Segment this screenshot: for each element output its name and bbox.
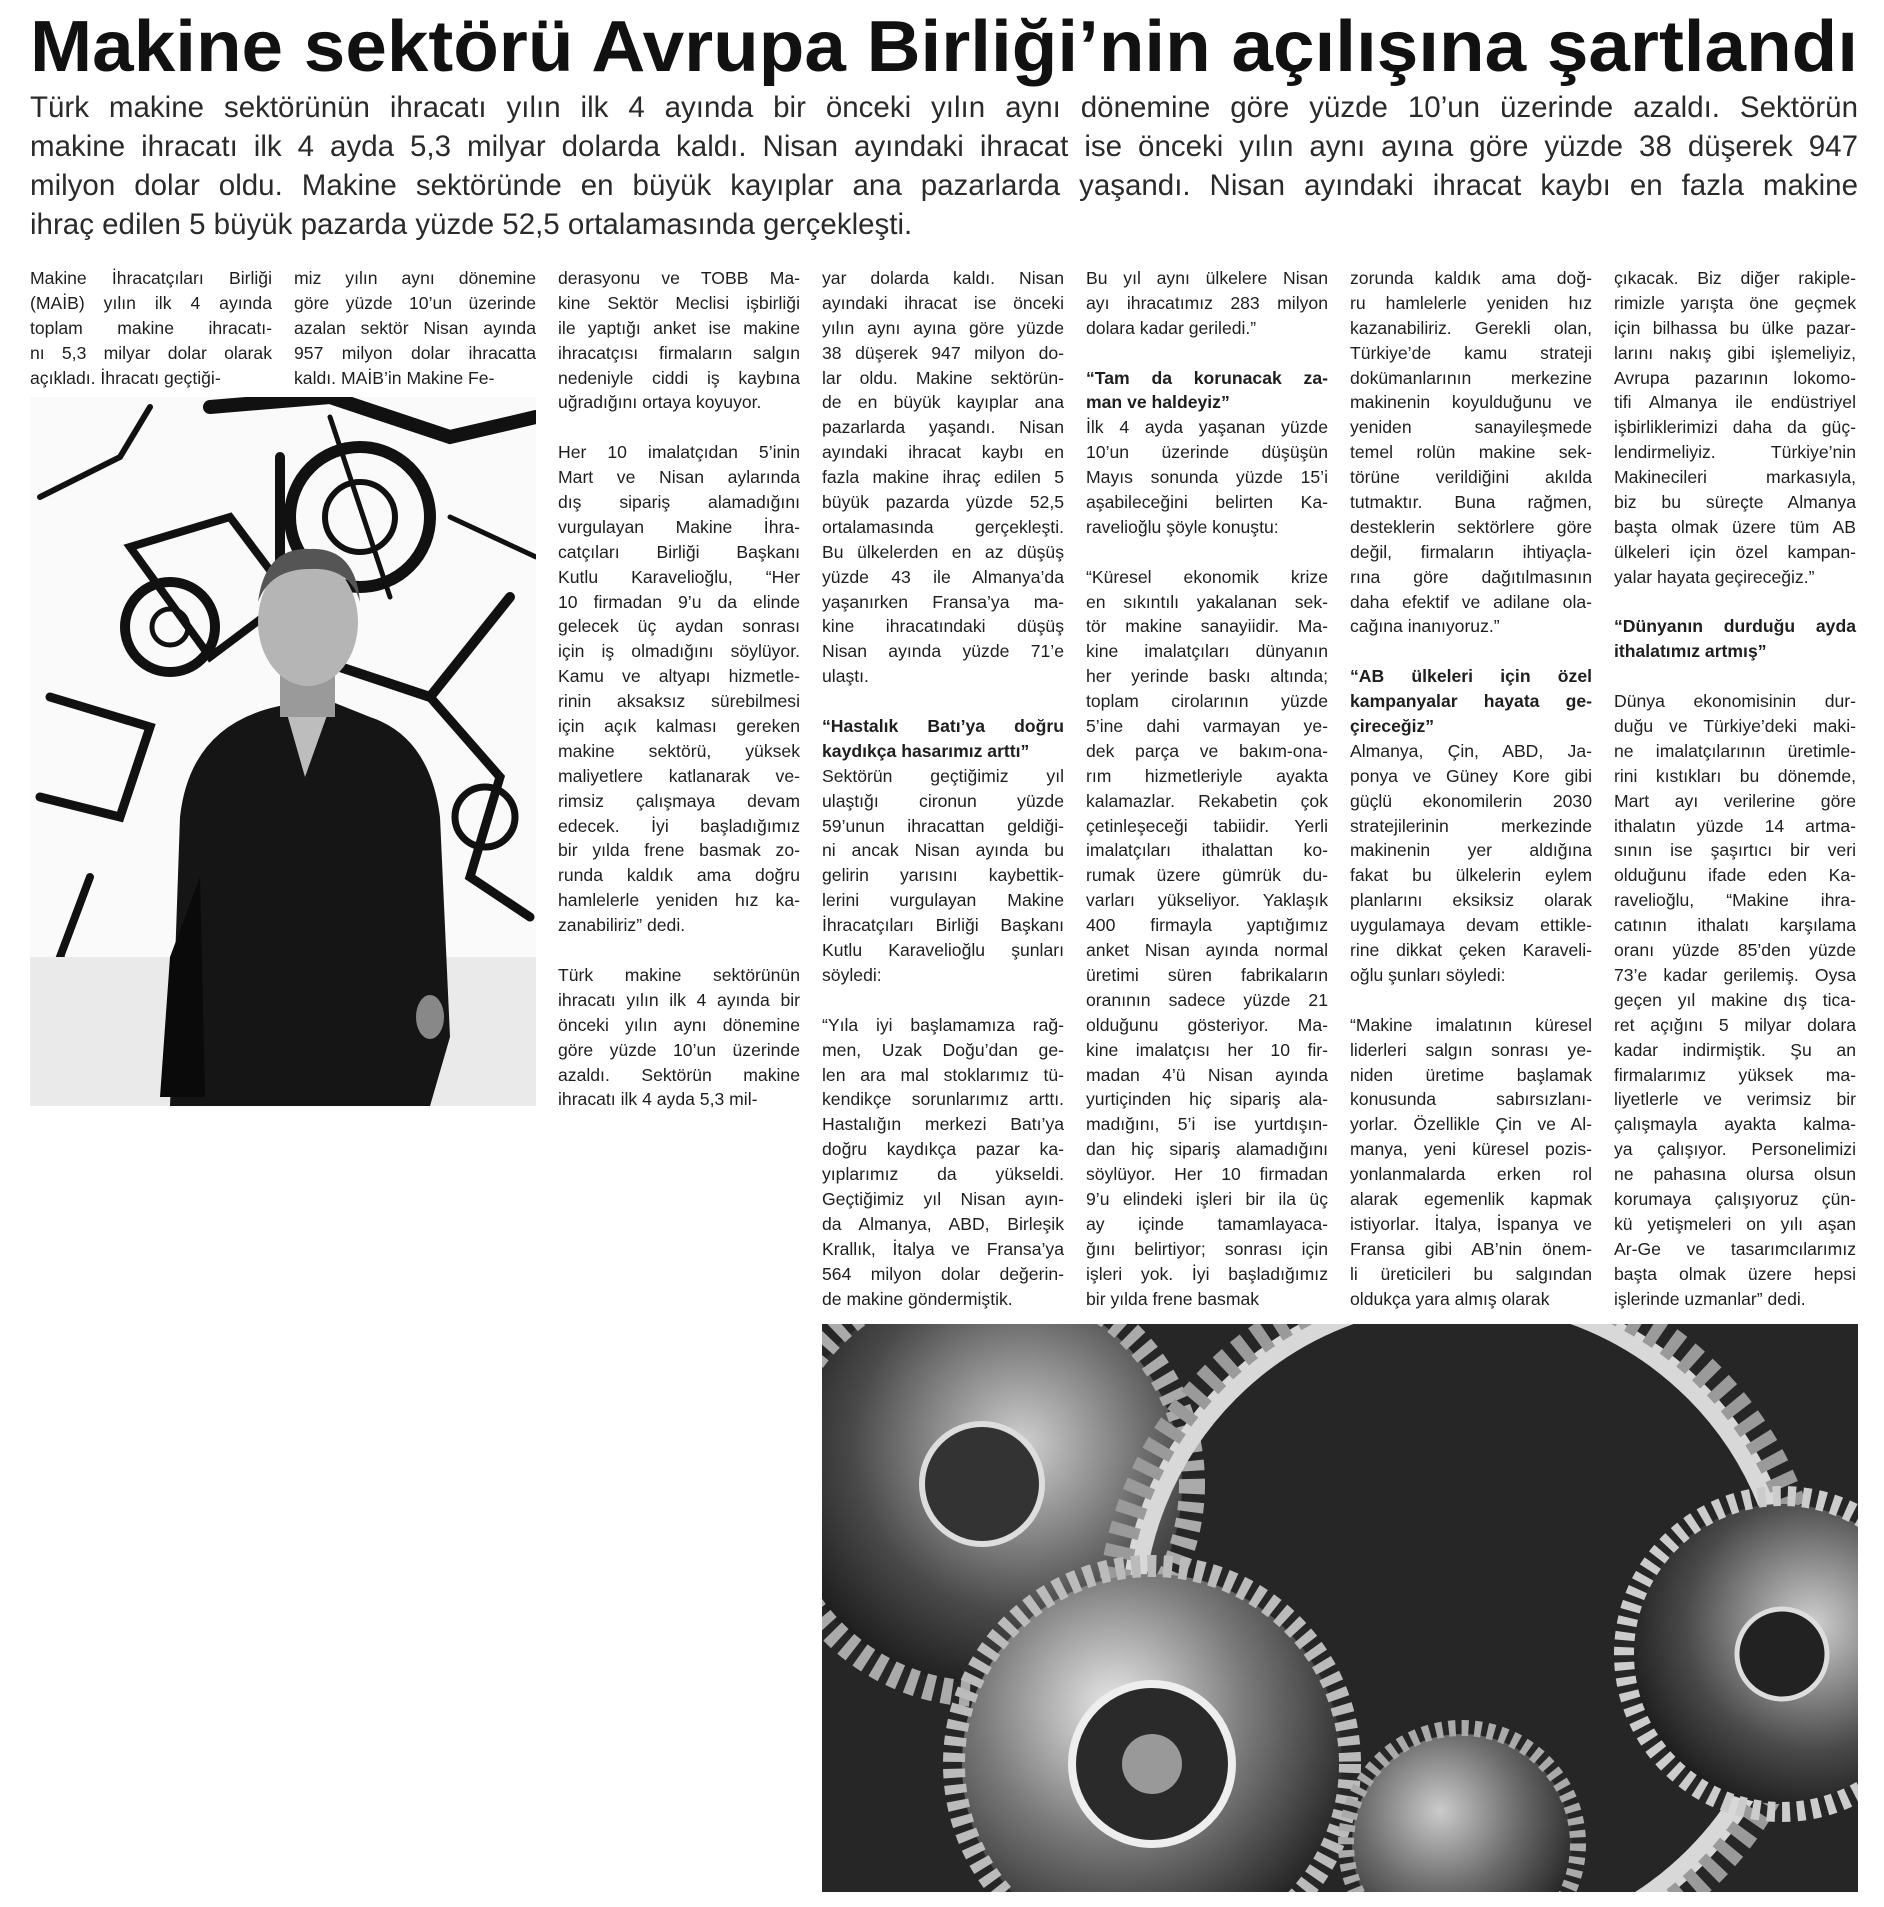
text-line: geçen yıl makine dış tica- [1614,989,1856,1010]
text-line: rinin aksaksız sürebilmesi [558,691,800,712]
text-line: 9’u elindeki işleri bir ila üç [1086,1188,1328,1209]
text-line: Bu ülkelerden en az düşüş [822,541,1064,562]
text-line: toplam makine ihracatı- [30,317,272,338]
paragraph [30,266,272,390]
text-line: Türkiye’de kamu strateji [1350,342,1592,363]
spacer [1350,988,1592,1013]
text-line: oranı yüzde 85’den yüzde [1614,940,1856,961]
text-line: başta olmak üzere tüm AB [1614,516,1856,537]
text-line: ihracatçısı firmaların salgın [558,342,800,363]
text-line: duğu ve Türkiye’deki maki- [1614,716,1856,737]
text-line: toplam cirolarının yüzde [1086,691,1328,712]
text-line: kendikçe sorunlarımız arttı. [822,1089,1064,1110]
text-line: dolara kadar geriledi.” [1086,317,1257,338]
text-line: çireceğiz” [1350,716,1435,737]
text-line: işlerinde uzmanlar” dedi. [1614,1288,1806,1309]
text-line: ortalamasında gerçekleşti. [822,516,1064,537]
text-line: imalatçıları ithalattan ko- [1086,840,1328,861]
text-line: Kamu ve altyapı hizmetle- [558,666,800,687]
text-line: Makine İhracatçıları Birliği [30,268,272,288]
gear [954,1566,1350,1892]
text-line: Kutlu Karavelioğlu şunları [822,940,1064,961]
text-line: alarak egemenlik kapmak [1350,1188,1592,1209]
text-line: yaşanırken Fransa’ya ma- [822,591,1064,612]
text-line: tutmaktır. Buna rağmen, [1350,492,1592,513]
text-line: cağına inanıyoruz.” [1350,616,1500,637]
headline [30,4,1858,90]
lead-paragraph [30,88,1858,244]
text-line: Fransa gibi AB’nin önem- [1350,1238,1592,1259]
text-line: rimsiz çalışmaya devam [558,790,800,811]
paragraph [558,266,800,415]
article-column-5 [1086,266,1328,1311]
subheading [1350,664,1592,739]
text-line: ayı ihracatımız 283 milyon [1086,292,1328,313]
text-line: Krallık, İtalya ve Fransa’ya [822,1238,1064,1259]
executive-portrait-photo [30,397,536,1106]
text-line: tifi Almanya ile endüstriyel [1614,392,1856,413]
text-line: yıplarımız da yükseldi. [822,1164,1064,1185]
text-line: anket Nisan ayında normal [1086,940,1328,961]
text-line: yılın aynı ayına göre yüzde [822,317,1064,338]
paragraph [1614,266,1856,590]
text-line: ni ancak Nisan ayında bu [822,840,1064,861]
article-column-3 [558,266,800,1112]
paragraph [822,1013,1064,1312]
text-line: İhracatçıları Birliği Başkanı [822,915,1064,936]
text-line: olduğunu ifade eden Ka- [1614,865,1856,886]
text-line: Türk makine sektörünün [558,964,800,985]
text-line: çıkacak. Biz diğer rakiple- [1614,268,1856,288]
paragraph [822,764,1064,988]
text-line: konusunda sabırsızlanı- [1350,1089,1592,1110]
text-line: kine imalatçıları dünyanın [1086,641,1328,662]
paragraph [1086,266,1328,341]
text-line: makine sektörü, yüksek [558,740,800,761]
text-line: ayındaki ihracat kaybı en [822,442,1064,463]
article-column-6 [1350,266,1592,1311]
text-line: işbirliklerimizi daha da güç- [1614,417,1856,438]
text-line: dokümanlarının merkezine [1350,367,1592,388]
text-line: liderleri salgın sonrası ye- [1350,1039,1592,1060]
text-line: Nisan ayında yüzde 71’e [822,641,1064,662]
lead-line: ihraç edilen 5 büyük pazarda yüzde 52,5 ortalamasında gerçekleşti. [30,208,913,241]
text-line: de en büyük kayıplar ana [822,392,1064,413]
text-line: için iş olmadığını söylüyor. [558,641,800,662]
spacer [558,938,800,963]
article-column-1 [30,266,272,390]
lead-line: Türk makine sektörünün ihracatı yılın ilk 4 ayında bir önceki yılın aynı dönemine göre yüzde 10’un üzerinde azaldı. Sektörün [30,91,1858,124]
text-line: “Tam da korunacak za- [1086,367,1328,388]
text-line: Her 10 imalatçıdan 5’inin [558,442,800,463]
text-line: kine ihracatındaki düşüş [822,616,1064,637]
text-line: göre yüzde 10’un üzerinde [558,1039,800,1060]
text-line: nedeniyle ciddi iş kaybına [558,367,800,388]
text-line: 38 düşerek 947 milyon do- [822,342,1064,363]
text-line: kazanabiliriz. Gerekli olan, [1350,317,1592,338]
text-line: “Küresel ekonomik krize [1086,566,1328,587]
text-line: yurtiçinden hiç sipariş ala- [1086,1089,1328,1110]
lead-line: milyon dolar oldu. Makine sektöründe en büyük kayıplar ana pazarlarda yaşandı. Nisan ayındaki ihracat kaybı en fazla makine [30,169,1858,202]
paragraph [1086,415,1328,539]
text-line: li üreticileri bu salgından [1350,1263,1592,1284]
spacer [1086,341,1328,366]
text-line: maliyetlere katlanarak ve- [558,765,800,786]
paragraph [1350,266,1592,639]
text-line: ravelioğlu şöyle konuştu: [1086,516,1279,537]
paragraph [294,266,536,390]
text-line: 957 milyon dolar ihracatta [294,342,536,363]
spacer [1614,590,1856,615]
text-line: (MAİB) yılın ilk 4 ayında [30,292,272,313]
text-line: açıkladı. İhracatı geçtiği- [30,367,221,388]
text-line: 10 firmadan 9’u da elinde [558,591,800,612]
text-line: çalışmayla ayakta kalma- [1614,1114,1856,1135]
text-line: Mart ve Nisan aylarında [558,467,800,488]
paragraph [1350,739,1592,988]
text-line: Makinecileri markasıyla, [1614,467,1856,488]
text-line: çetinleşeceği tabiidir. Yerli [1086,815,1328,836]
article-column-2 [294,266,536,390]
text-line: ya çalışıyor. Personelimizi [1614,1139,1856,1160]
text-line: aşabileceğini belirten Ka- [1086,492,1328,513]
text-line: kine Sektör Meclisi işbirliği [558,292,800,313]
text-line: yar dolarda kaldı. Nisan [822,268,1064,288]
text-line: madığını, 5’i ise yurtdışın- [1086,1114,1328,1135]
text-line: 5’ine dahi varmayan ye- [1086,716,1328,737]
text-line: len ara mal stoklarımız tü- [822,1064,1064,1085]
text-line: rım hizmetleriyle ayakta [1086,765,1328,786]
text-line: makinenin yer aldığına [1350,840,1592,861]
text-line: Mart ayı verilerine göre [1614,790,1856,811]
text-line: ay içinde tamamlayaca- [1086,1213,1328,1234]
text-line: rini kıstıkları bu dönemde, [1614,765,1856,786]
text-line: ihracatı ilk 4 ayda 5,3 mil- [558,1089,758,1110]
text-line: man ve haldeyiz” [1086,392,1230,413]
text-line: ru hamlelerle yeniden hız [1350,292,1592,313]
text-line: 73’e kadar gerilemiş. Oysa [1614,964,1856,985]
spacer [558,415,800,440]
text-line: ile yaptığı anket ise makine [558,317,800,338]
text-line: 400 firmayla yaptığımız [1086,915,1328,936]
paragraph [558,963,800,1112]
text-line: ğını belirtiyor; sonrası için [1086,1238,1328,1259]
subheading [1086,366,1328,416]
text-line: gelecek üç aydan sonrası [558,616,800,637]
text-line: tör makine sanayiidir. Ma- [1086,616,1328,637]
text-line: yonlanmalarda erken rol [1350,1164,1592,1185]
text-line: “Makine imalatının küresel [1350,1014,1592,1035]
text-line: İlk 4 ayda yaşanan yüzde [1086,417,1328,438]
text-line: kalamazlar. Rekabetin çok [1086,790,1328,811]
text-line: vurgulayan Makine İhra- [558,516,800,537]
text-line: Bu yıl aynı ülkelere Nisan [1086,268,1328,288]
headline-text: Makine sektörü Avrupa Birliği’nin açılışına şartlandı [30,7,1859,87]
text-line: Avrupa pazarının lokomo- [1614,367,1856,388]
spacer [1350,639,1592,664]
text-line: lar oldu. Makine sektörün- [822,367,1064,388]
text-line: fakat bu ülkelerin eylem [1350,865,1592,886]
text-line: yüzde 43 ile Almanya’da [822,566,1064,587]
text-line: başta olmak üzere hepsi [1614,1263,1856,1284]
text-line: kü yetişmeleri on yılı aşan [1614,1213,1856,1234]
text-line: azalan sektör Nisan ayında [294,317,536,338]
text-line: azaldı. Sektörün makine [558,1064,800,1085]
text-line: pazarlarda yaşandı. Nisan [822,417,1064,438]
text-line: Kutlu Karavelioğlu, “Her [558,566,800,587]
subheading [1614,614,1856,664]
text-line: ihracatı yılın ilk 4 ayında bir [558,989,800,1010]
text-line: edecek. İyi başladığımız [558,815,800,836]
text-line: gelirin yarısını kaybettik- [822,865,1064,886]
text-line: bir yılda frene basmak [1086,1288,1260,1309]
text-line: oranının sadece yüzde 21 [1086,989,1328,1010]
text-line: uygulamaya devam ettikle- [1350,915,1592,936]
text-line: de makine göndermiştik. [822,1288,1013,1309]
text-line: firmalarımız yüksek ma- [1614,1064,1856,1085]
spacer [1086,540,1328,565]
text-line: “Yıla iyi başlamamıza rağ- [822,1014,1064,1035]
gear [1346,1728,1578,1892]
text-line: yalar hayata geçireceğiz.” [1614,566,1815,587]
subheading [822,714,1064,764]
article-column-4 [822,266,1064,1311]
text-line: yorlar. Özellikle Çin ve Al- [1350,1114,1592,1135]
text-line: lerini vurgulayan Makine [822,890,1064,911]
text-line: bir yılda frene basmak zo- [558,840,800,861]
text-line: makinenin koyulduğunu ve [1350,392,1592,413]
text-line: dan hiç sipariş alamadığını [1086,1139,1328,1160]
paragraph [1086,565,1328,1312]
text-line: ithalatın yüzde 14 artma- [1614,815,1856,836]
text-line: dış sipariş alamadığını [558,492,800,513]
text-line: rimizle yarışta öne geçmek [1614,292,1856,313]
text-line: istiyorlar. İtalya, İspanya ve [1350,1213,1592,1234]
spacer [822,988,1064,1013]
text-line: yeniden sanayileşmede [1350,417,1592,438]
text-line: temel rolün makine sek- [1350,442,1592,463]
text-line: göre yüzde 10’un üzerinde [294,292,536,313]
text-line: daha efektif ve adilane ola- [1350,591,1592,612]
text-line: kine imalatçısı her 10 fir- [1086,1039,1328,1060]
text-line: kaydıkça hasarımız arttı” [822,740,1030,761]
text-line: manya, yeni küresel pozis- [1350,1139,1592,1160]
text-line: catçıları Birliği Başkanı [558,541,800,562]
text-line: 59’unun ihracattan geldiği- [822,815,1064,836]
text-line: larını nakış gibi işlemeliyiz, [1614,342,1856,363]
text-line: biz bu süreçte Almanya [1614,492,1856,513]
text-line: ithalatımız artmış” [1614,641,1767,662]
text-line: büyük pazarda yüzde 52,5 [822,492,1064,513]
text-line: kaldı. MAİB’in Makine Fe- [294,367,495,388]
text-line: Almanya, Çin, ABD, Ja- [1350,740,1592,761]
text-line: catının ithalatı karşılama [1614,915,1856,936]
text-line: da Almanya, ABD, Birleşik [822,1213,1064,1234]
text-line: ret açığını 5 milyar dolara [1614,1014,1856,1035]
spacer [822,689,1064,714]
text-line: için bilhassa bu ülke pazar- [1614,317,1856,338]
text-line: ponya ve Güney Kore gibi [1350,765,1592,786]
text-line: 564 milyon dolar değerin- [822,1263,1064,1284]
text-line: doğru kaydıkça pazar ka- [822,1139,1064,1160]
text-line: Sektörün geçtiğimiz yıl [822,765,1064,786]
text-line: kampanyalar hayata ge- [1350,691,1592,712]
text-line: stratejilerinin merkezinde [1350,815,1592,836]
text-line: ayındaki ihracat ise önceki [822,292,1064,313]
text-line: lendirmeliyiz. Türkiye’nin [1614,442,1856,463]
text-line: rına göre dağıtılmasının [1350,566,1592,587]
paragraph [822,266,1064,689]
text-line: Mayıs sonunda yüzde 15’i [1086,467,1328,488]
text-line: zanabiliriz” dedi. [558,915,686,936]
text-line: her yerinde baskı altında; [1086,666,1328,687]
text-line: ne pahasına olursa olsun [1614,1164,1856,1185]
text-line: miz yılın aynı dönemine [294,268,536,288]
text-line: zorunda kaldık ama doğ- [1350,268,1592,288]
text-line: ülkeleri için özel kampan- [1614,541,1856,562]
text-line: nı 5,3 milyar dolar olarak [30,342,272,363]
text-line: 10’un üzerinde düşüşün [1086,442,1328,463]
paragraph [558,440,800,938]
text-line: rumak üzere gümrük du- [1086,865,1328,886]
paragraph [1614,689,1856,1311]
text-line: planlarını eksiksiz olarak [1350,890,1592,911]
text-line: söylüyor. Her 10 firmadan [1086,1164,1328,1185]
text-line: değil, firmaların ihtiyaçla- [1350,541,1592,562]
text-line: Hastalığın merkezi Batı’ya [822,1114,1064,1135]
text-line: derasyonu ve TOBB Ma- [558,268,800,288]
text-line: önceki yılın aynı dönemine [558,1014,800,1035]
spacer [1614,664,1856,689]
text-line: oldukça yara almış olarak [1350,1288,1550,1309]
text-line: işleri yok. İyi başladığımız [1086,1263,1328,1284]
text-line: rine dikkat çeken Karaveli- [1350,940,1592,961]
text-line: Dünya ekonomisinin dur- [1614,691,1856,712]
gears-photo [822,1324,1858,1892]
text-line: ravelioğlu, “Makine ihra- [1614,890,1856,911]
text-line: olduğunu gösteriyor. Ma- [1086,1014,1328,1035]
text-line: uğradığını ortaya koyuyor. [558,392,762,413]
text-line: Geçtiğimiz yıl Nisan ayın- [822,1188,1064,1209]
text-line: söyledi: [822,964,882,985]
text-line: fazla makine ihraç edilen 5 [822,467,1064,488]
text-line: ulaştı. [822,666,869,687]
text-line: güçlü ekonomilerin 2030 [1350,790,1592,811]
text-line: niden üretime başlamak [1350,1064,1592,1085]
text-line: runda kaldık ama doğru [558,865,800,886]
text-line: “Dünyanın durduğu ayda [1614,616,1856,637]
text-line: varları yükseliyor. Yaklaşık [1086,890,1328,911]
text-line: “AB ülkeleri için özel [1350,666,1592,687]
text-line: en sıkıntılı yakalanan sek- [1086,591,1328,612]
text-line: madan 4’ü Nisan ayında [1086,1064,1328,1085]
text-line: Ar-Ge ve tasarımcılarımız [1614,1238,1856,1259]
text-line: sının ise şaşırtıcı bir veri [1614,840,1856,861]
text-line: oğlu şunları söyledi: [1350,964,1506,985]
text-line: için açık kalması gereken [558,716,800,737]
text-line: dek parça ve bakım-ona- [1086,740,1328,761]
paragraph [1350,1013,1592,1312]
text-line: törüne verildiğini akılda [1350,467,1592,488]
text-line: kadar indirmiştik. Şu an [1614,1039,1856,1060]
text-line: ne imalatçılarının üretimle- [1614,740,1856,761]
text-line: ulaştığı cironun yüzde [822,790,1064,811]
text-line: liyetlerle ve verimsiz bir [1614,1089,1856,1110]
text-line: korumaya çalışıyoruz çün- [1614,1188,1856,1209]
text-line: desteklerin sektörlere göre [1350,516,1592,537]
lead-line: makine ihracatı ilk 4 ayda 5,3 milyar dolarda kaldı. Nisan ayındaki ihracat ise önceki yılın aynı ayına göre yüzde 38 düşerek 947 [30,130,1858,163]
text-line: hamlelerle yeniden hız ka- [558,890,800,911]
text-line: “Hastalık Batı’ya doğru [822,716,1064,737]
text-line: üretimi süren fabrikaların [1086,964,1328,985]
article-column-7 [1614,266,1856,1311]
text-line: men, Uzak Doğu’dan ge- [822,1039,1064,1060]
